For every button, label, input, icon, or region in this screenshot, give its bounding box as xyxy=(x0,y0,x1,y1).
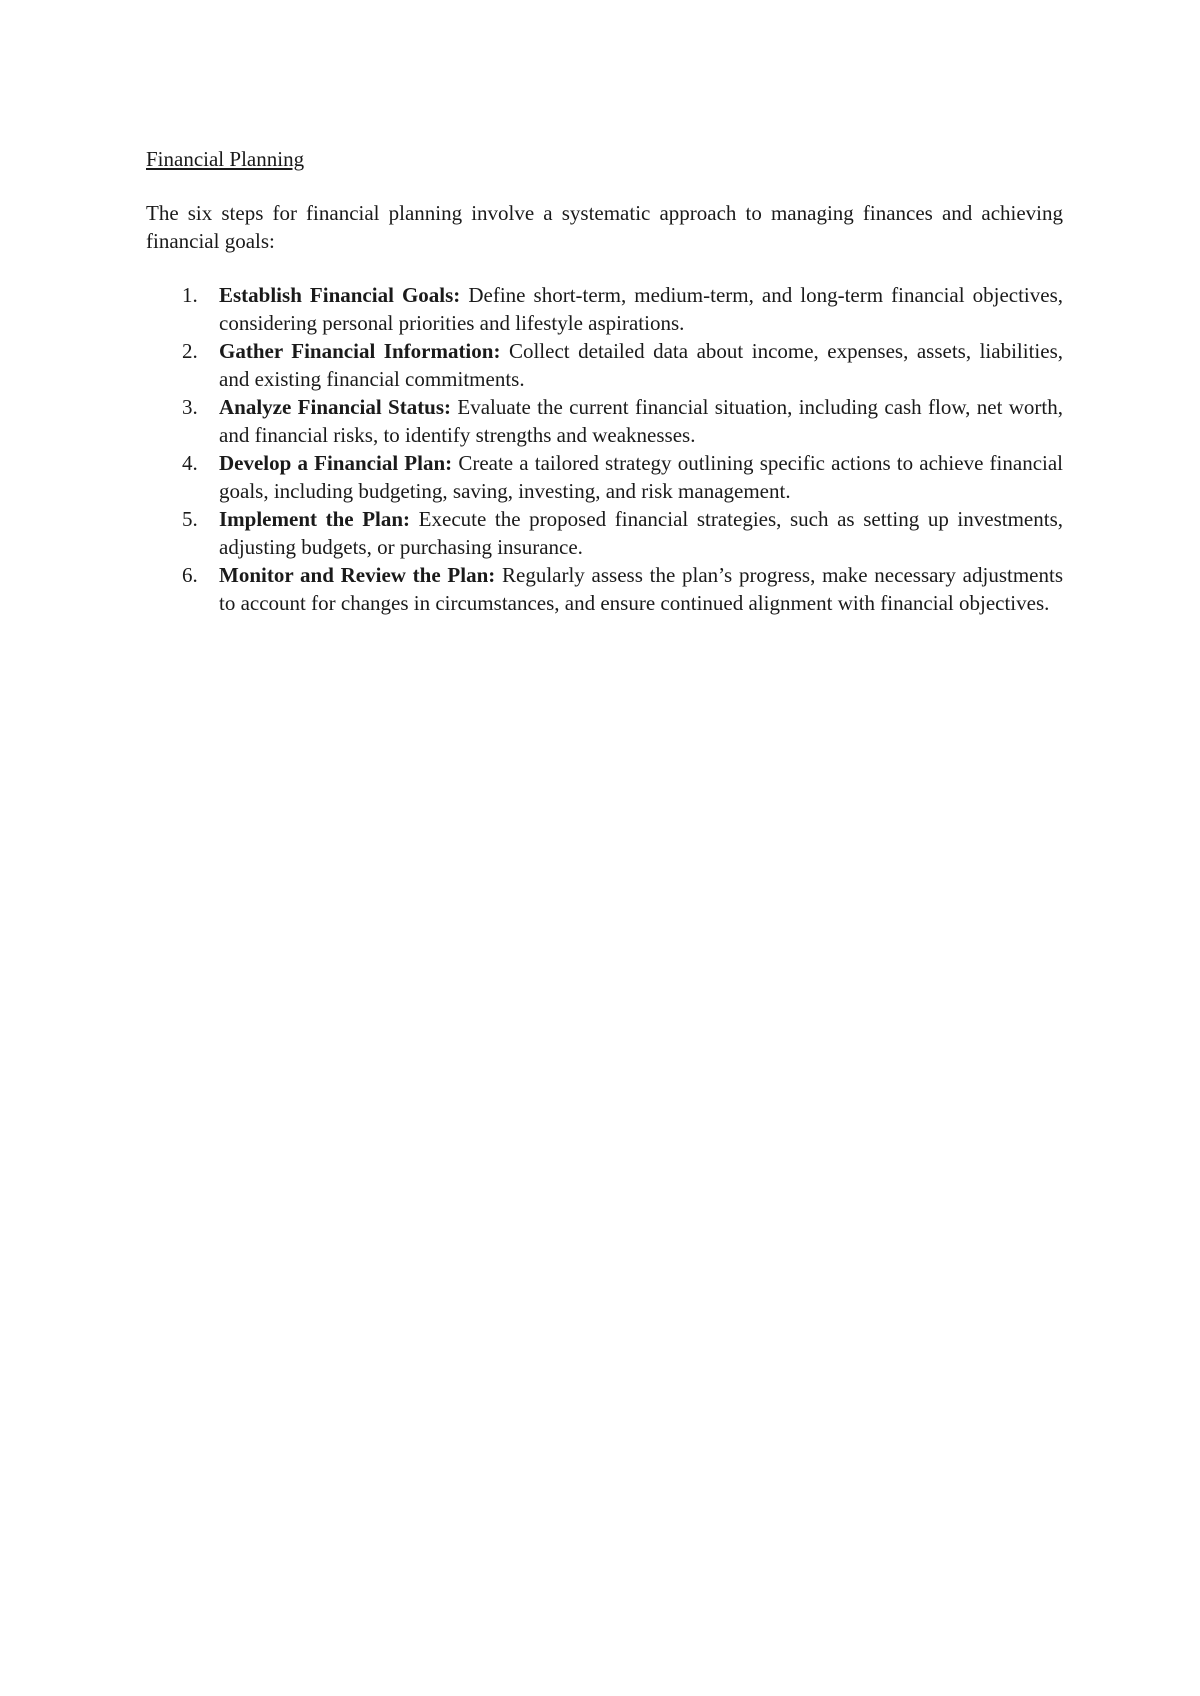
step-number: 2. xyxy=(182,339,198,363)
document-title: Financial Planning xyxy=(146,147,305,171)
step-label: Monitor and Review the Plan: xyxy=(219,563,496,587)
step-number: 3. xyxy=(182,395,198,419)
intro-paragraph: The six steps for financial planning involve a systematic approach to managing finances and achieving financial goals: xyxy=(146,201,1063,253)
list-item xyxy=(146,449,1063,505)
step-number: 6. xyxy=(182,563,198,587)
step-label: Establish Financial Goals: xyxy=(219,283,461,307)
step-text: Evaluate the current financial situation, including cash flow, net worth, and financial risks, to identify strengths and weaknesses. xyxy=(219,395,1063,447)
step-text: Create a tailored strategy outlining specific actions to achieve financial goals, including budgeting, saving, investing, and risk management. xyxy=(219,451,1064,503)
step-number: 4. xyxy=(182,451,198,475)
step-label: Gather Financial Information: xyxy=(219,339,501,363)
step-label: Analyze Financial Status: xyxy=(219,395,452,419)
step-text: Define short-term, medium-term, and long-term financial objectives, considering personal priorities and lifestyle aspirations. xyxy=(219,283,1064,335)
step-label: Develop a Financial Plan: xyxy=(219,451,453,475)
step-number: 5. xyxy=(182,507,198,531)
step-text: Execute the proposed financial strategies, such as setting up investments, adjusting budgets, or purchasing insurance. xyxy=(219,507,1064,559)
steps-list xyxy=(146,281,1063,617)
step-label: Implement the Plan: xyxy=(219,507,411,531)
list-item xyxy=(146,561,1063,617)
list-item xyxy=(146,281,1063,337)
list-item xyxy=(146,337,1063,393)
list-item xyxy=(146,393,1063,449)
step-text: Collect detailed data about income, expenses, assets, liabilities, and existing financial commitments. xyxy=(219,339,1064,391)
document-body xyxy=(146,145,1063,617)
list-item xyxy=(146,505,1063,561)
step-number: 1. xyxy=(182,283,198,307)
step-text: Regularly assess the plan’s progress, make necessary adjustments to account for changes in circumstances, and ensure continued alignment with financial objectives. xyxy=(219,563,1063,615)
